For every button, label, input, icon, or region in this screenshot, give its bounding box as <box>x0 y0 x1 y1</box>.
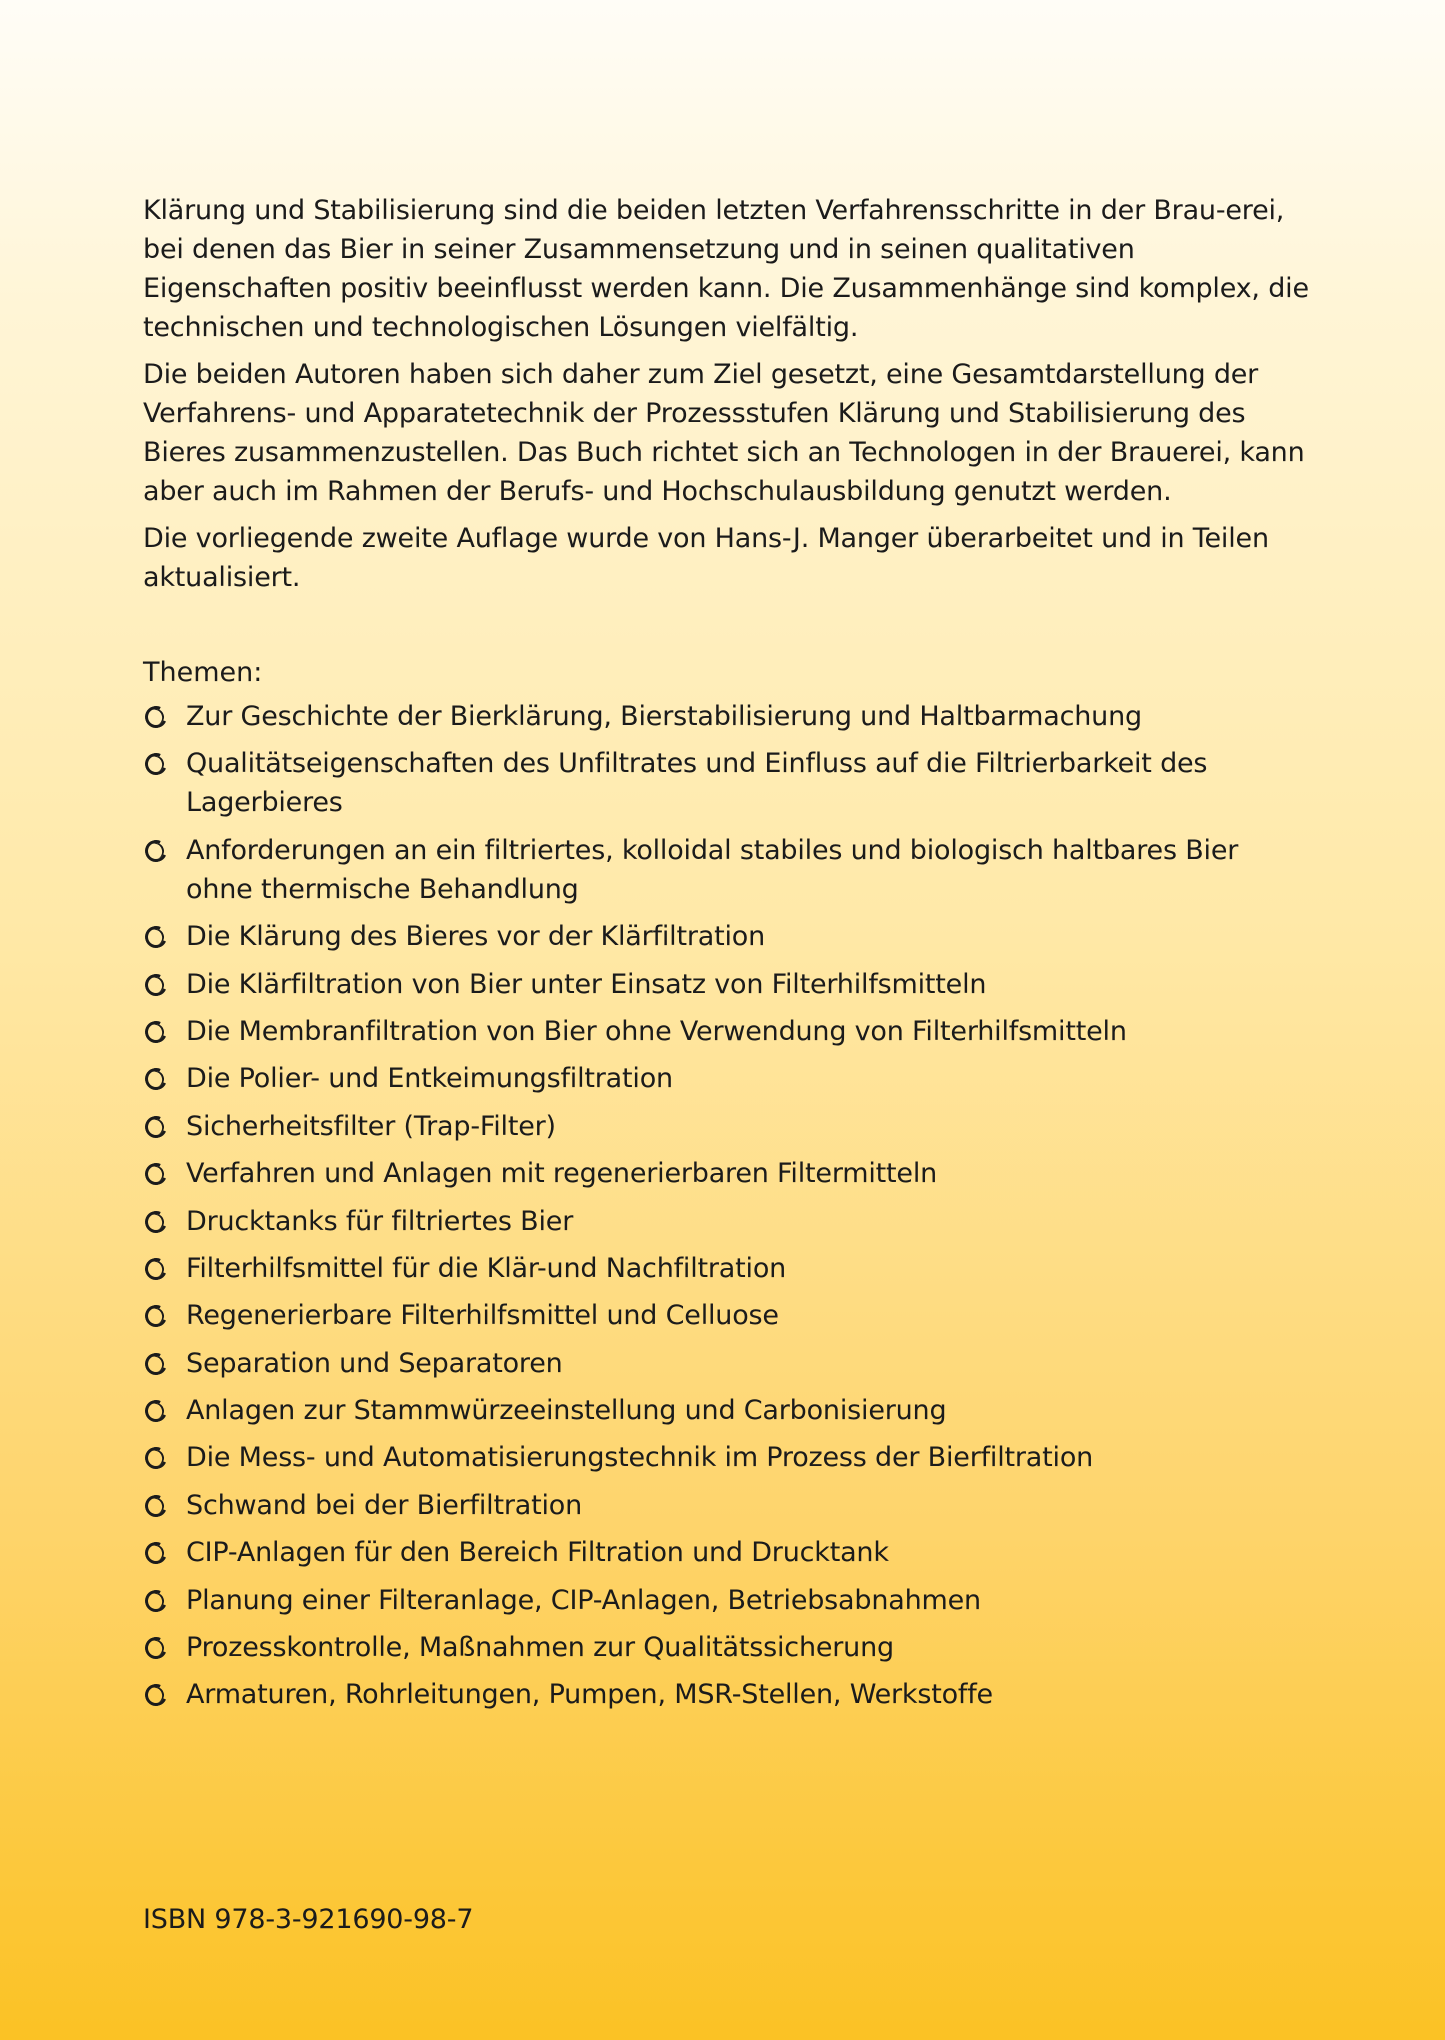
open-circle-icon <box>142 1113 170 1141</box>
open-circle-icon <box>142 1397 170 1425</box>
intro-paragraph-1: Klärung und Stabilisierung sind die beiden letzten Verfahrensschritte in der Brau-erei, bei denen das Bier in seiner Zusammensetzung und in seinen qualitativen Eigenschaften positiv beeinflusst werden kann. Die Zusammenhänge sind komplex, die technischen und technologischen Lösungen vielfältig. <box>143 195 1309 343</box>
list-item <box>143 1533 1313 1572</box>
list-item <box>143 1202 1313 1241</box>
open-circle-icon <box>142 1539 170 1567</box>
topic-text: Filterhilfsmittel für die Klär-und Nachfiltration <box>186 1252 787 1284</box>
list-item <box>143 1107 1313 1146</box>
open-circle-icon <box>142 1634 170 1662</box>
intro-paragraph-2: Die beiden Autoren haben sich daher zum Ziel gesetzt, eine Gesamtdarstellung der Verfahrens- und Apparatetechnik der Prozessstufen Klärung und Stabilisierung des Bieres zusammenzustellen. Das Buch richtet sich an Technologen in der Brauerei, kann aber auch im Rahmen der Berufs- und Hochschulausbildung genutzt werden. <box>143 359 1305 507</box>
open-circle-icon <box>142 970 170 998</box>
topic-text: Anforderungen an ein filtriertes, kolloidal stabiles und biologisch haltbares Bier ohne thermische Behandlung <box>186 834 1239 905</box>
topic-text: Zur Geschichte der Bierklärung, Bierstabilisierung und Haltbarmachung <box>186 701 1142 732</box>
list-item <box>143 1344 1313 1383</box>
open-circle-icon <box>142 1492 170 1520</box>
topic-text: Anlagen zur Stammwürzeeinstellung und Carbonisierung <box>186 1395 947 1427</box>
topic-text: Sicherheitsfilter (Trap-Filter) <box>186 1110 556 1142</box>
topic-text: Die Klärfiltration von Bier unter Einsatz von Filterhilfsmitteln <box>186 968 987 1000</box>
list-item <box>143 831 1313 909</box>
topic-text: Qualitätseigenschaften des Unfiltrates und Einfluss auf die Filtrierbarkeit des Lagerbieres <box>186 748 1208 819</box>
topic-text: Separation und Separatoren <box>186 1347 563 1379</box>
topics-heading: Themen: <box>143 657 263 688</box>
topic-text: Regenerierbare Filterhilfsmittel und Celluose <box>186 1300 779 1332</box>
open-circle-icon <box>142 1207 170 1235</box>
back-cover-content <box>143 191 1313 1723</box>
open-circle-icon <box>142 1444 170 1472</box>
list-item <box>143 1154 1313 1193</box>
topic-text: Die Mess- und Automatisierungstechnik im Prozess der Bierfiltration <box>186 1442 1094 1474</box>
list-item <box>143 697 1313 736</box>
list-item <box>143 1249 1313 1288</box>
open-circle-icon <box>142 1018 170 1046</box>
topic-text: Planung einer Filteranlage, CIP-Anlagen, Betriebsabnahmen <box>186 1584 981 1616</box>
topic-text: Armaturen, Rohrleitungen, Pumpen, MSR-Stellen, Werkstoffe <box>186 1679 993 1711</box>
list-item <box>143 1059 1313 1098</box>
open-circle-icon <box>142 837 170 865</box>
open-circle-icon <box>142 1681 170 1709</box>
open-circle-icon <box>142 1350 170 1378</box>
list-item <box>143 1391 1313 1430</box>
open-circle-icon <box>142 1587 170 1615</box>
intro-paragraph-3: Die vorliegende zweite Auflage wurde von Hans-J. Manger überarbeitet und in Teilen aktualisiert. <box>143 523 1269 593</box>
topic-text: CIP-Anlagen für den Bereich Filtration und Drucktank <box>186 1537 889 1569</box>
open-circle-icon <box>142 923 170 951</box>
open-circle-icon <box>142 1160 170 1188</box>
list-item <box>143 1628 1313 1667</box>
intro-text <box>143 191 1313 597</box>
topic-text: Die Polier- und Entkeimungsfiltration <box>186 1063 673 1095</box>
topic-text: Drucktanks für filtriertes Bier <box>186 1205 574 1237</box>
open-circle-icon <box>142 1302 170 1330</box>
list-item <box>143 1675 1313 1714</box>
list-item <box>143 1296 1313 1335</box>
isbn-number: ISBN 978-3-921690-98-7 <box>143 1904 474 1935</box>
topic-text: Prozesskontrolle, Maßnahmen zur Qualitätssicherung <box>186 1632 894 1664</box>
list-item <box>143 1581 1313 1620</box>
topic-text: Verfahren und Anlagen mit regenerierbaren Filtermitteln <box>186 1158 938 1190</box>
topics-section <box>143 653 1313 1714</box>
list-item <box>143 1012 1313 1051</box>
topic-text: Die Klärung des Bieres vor der Klärfiltration <box>186 921 766 953</box>
topic-text: Schwand bei der Bierfiltration <box>186 1489 583 1521</box>
topic-list <box>143 697 1313 1714</box>
list-item <box>143 744 1313 822</box>
open-circle-icon <box>142 750 170 778</box>
topic-text: Die Membranfiltration von Bier ohne Verwendung von Filterhilfsmitteln <box>186 1015 1127 1047</box>
list-item <box>143 1438 1313 1477</box>
open-circle-icon <box>142 703 170 731</box>
list-item <box>143 917 1313 956</box>
open-circle-icon <box>142 1255 170 1283</box>
list-item <box>143 965 1313 1004</box>
list-item <box>143 1486 1313 1525</box>
open-circle-icon <box>142 1065 170 1093</box>
